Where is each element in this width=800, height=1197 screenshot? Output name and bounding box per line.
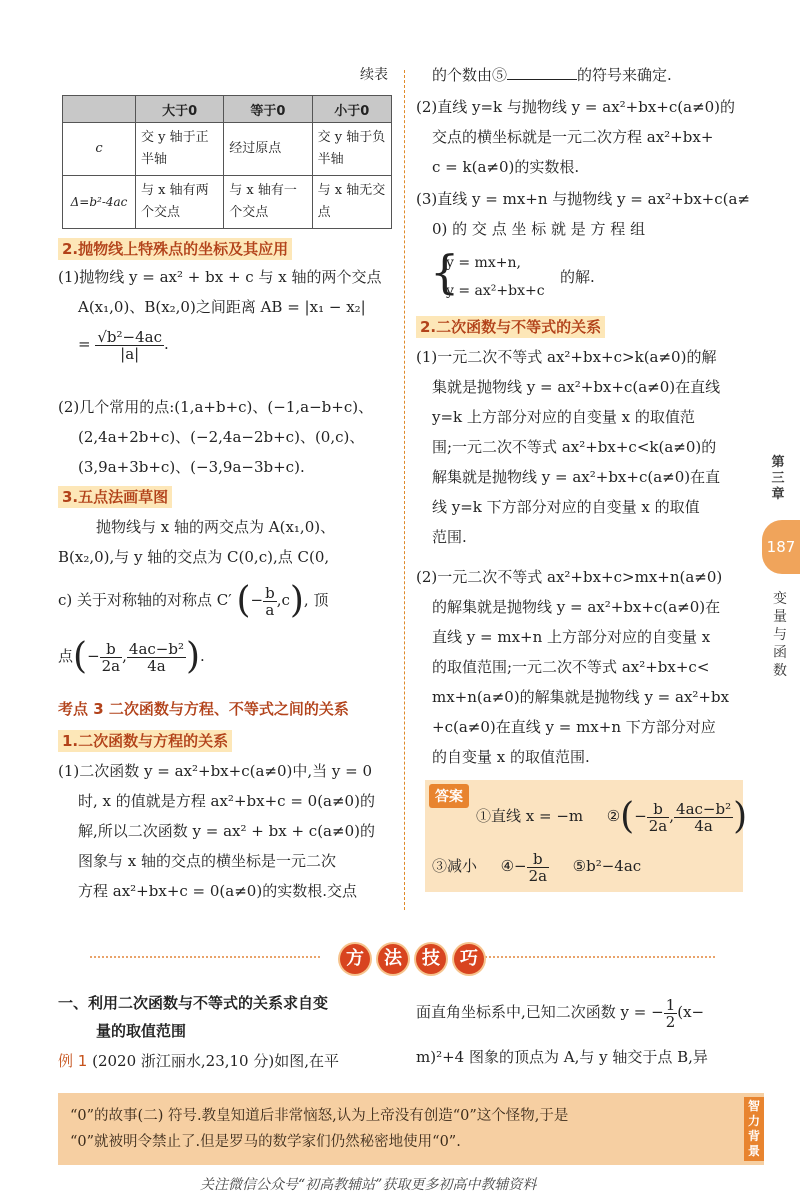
text-fragment: ,c bbox=[276, 591, 290, 609]
text-line: (1)抛物线 y = ax² + bx + c 与 x 轴的两个交点 bbox=[58, 268, 382, 286]
paren: ( bbox=[73, 636, 88, 677]
coefficient-table bbox=[62, 95, 392, 229]
text-line: (2)几个常用的点:(1,a+b+c)、(−1,a−b+c)、 bbox=[58, 398, 374, 416]
fraction-numerator: 1 bbox=[665, 995, 676, 1014]
fraction-numerator: 4ac−b² bbox=[676, 799, 732, 818]
text-fragment: 的个数由⑤ bbox=[432, 66, 508, 84]
text-line bbox=[432, 60, 672, 90]
text-line: 的取值范围;一元二次不等式 ax²+bx+c< bbox=[432, 658, 710, 676]
text-fragment: (x− bbox=[677, 1003, 705, 1021]
text-line: 交点的横坐标就是一元二次方程 ax²+bx+ bbox=[432, 128, 714, 146]
text-line: (2)直线 y=k 与抛物线 y = ax²+bx+c(a≠0)的 bbox=[416, 98, 736, 116]
section-heading: 2.二次函数与不等式的关系 bbox=[416, 316, 605, 338]
table-row bbox=[63, 176, 392, 229]
fraction bbox=[674, 801, 733, 834]
paren: ( bbox=[236, 580, 251, 621]
text-line: 围;一元二次不等式 ax²+bx+c<k(a≠0)的 bbox=[432, 438, 717, 456]
system-brace: { bbox=[430, 245, 460, 299]
answer-tag: 答案 bbox=[429, 784, 469, 808]
fraction-denominator: 2a bbox=[101, 656, 121, 675]
fraction bbox=[527, 851, 550, 884]
text-line: 直线 y = mx+n 上方部分对应的自变量 x bbox=[432, 628, 711, 646]
answer-blank bbox=[507, 63, 577, 80]
text-line: 的解. bbox=[560, 268, 595, 286]
table-cell: c bbox=[63, 123, 136, 176]
fraction-numerator: √b²−4ac bbox=[97, 327, 162, 346]
table-header-cell bbox=[63, 96, 136, 123]
paren: ) bbox=[289, 580, 304, 621]
text-line: A(x₁,0)、B(x₂,0)之间距离 AB = |x₁ − x₂| bbox=[78, 298, 366, 316]
footer-text bbox=[70, 1103, 740, 1155]
fraction bbox=[127, 641, 186, 674]
table-cell: 交 y 轴于负半轴 bbox=[312, 123, 391, 176]
table-cell: Δ=b²-4ac bbox=[63, 176, 136, 229]
period: . bbox=[200, 647, 205, 665]
answer-item: ③减小 bbox=[432, 857, 478, 875]
period: . bbox=[164, 335, 169, 353]
section-heading: 2.抛物线上特殊点的坐标及其应用 bbox=[58, 238, 292, 260]
text-line: (3)直线 y = mx+n 与抛物线 y = ax²+bx+c(a≠ bbox=[416, 190, 750, 208]
fraction-denominator: 2 bbox=[665, 1012, 676, 1031]
text-line: 时, x 的值就是方程 ax²+bx+c = 0(a≠0)的 bbox=[78, 792, 375, 810]
answer-item-label: ④− bbox=[500, 857, 527, 875]
fraction-numerator: b bbox=[265, 583, 275, 602]
text-line: c = k(a≠0)的实数根. bbox=[432, 158, 580, 176]
text-line: 方程 ax²+bx+c = 0(a≠0)的实数根.交点 bbox=[78, 882, 357, 900]
fraction-denominator: 2a bbox=[648, 816, 668, 835]
text-line bbox=[416, 992, 704, 1032]
section-heading: 3.五点法画草图 bbox=[58, 486, 172, 508]
text-line: 范围. bbox=[432, 528, 467, 546]
topic-label: 变量与函数 bbox=[773, 591, 787, 679]
table-cell: 与 x 轴无交点 bbox=[312, 176, 391, 229]
fraction-numerator: b bbox=[647, 801, 670, 818]
text-line: y=k 上方部分对应的自变量 x 的取值范 bbox=[432, 408, 695, 426]
paren: ) bbox=[186, 636, 201, 677]
banner-char: 技 bbox=[416, 944, 446, 974]
fraction-denominator: 4a bbox=[694, 816, 713, 835]
text-fragment: 点 bbox=[58, 647, 74, 665]
fraction bbox=[100, 641, 123, 674]
banner-dotted-line bbox=[90, 956, 320, 958]
footer-tag: 智力背景 bbox=[744, 1097, 764, 1161]
fraction-numerator: 4ac−b² bbox=[128, 639, 184, 658]
system-equation: y = ax²+bx+c bbox=[446, 283, 545, 299]
table-header-cell: 等于0 bbox=[224, 96, 312, 123]
vertex-line: 点(− $\frac{b}{2a}$ , $\frac{\text{4ac−b²}}{4a}$ ). bbox=[58, 636, 205, 677]
text-line: 解集就是抛物线 y = ax²+bx+c(a≠0)在直 bbox=[432, 468, 721, 486]
text-line: m)²+4 图象的顶点为 A,与 y 轴交于点 B,异 bbox=[416, 1048, 708, 1066]
example-text: (2020 浙江丽水,23,10 分)如图,在平 bbox=[92, 1052, 339, 1070]
column-divider bbox=[404, 70, 405, 910]
text-line: (1)二次函数 y = ax²+bx+c(a≠0)中,当 y = 0 bbox=[58, 762, 373, 780]
table-cell: 与 x 轴有一个交点 bbox=[224, 176, 312, 229]
equals-sign: = bbox=[78, 335, 91, 353]
banner-char: 巧 bbox=[454, 944, 484, 974]
text-line: 解,所以二次函数 y = ax² + bx + c(a≠0)的 bbox=[78, 822, 375, 840]
text-line: 抛物线与 x 轴的两交点为 A(x₁,0)、 bbox=[96, 518, 336, 536]
table-header-cell: 大于0 bbox=[136, 96, 224, 123]
answer-item: ①直线 x = −m bbox=[476, 807, 584, 825]
chapter-label: 第三章 bbox=[771, 455, 785, 502]
footer-line: “0”就被明令禁止了.但是罗马的数学家们仍然秘密地使用“0”. bbox=[70, 1134, 461, 1150]
banner-char: 方 bbox=[340, 944, 370, 974]
table-cell: 与 x 轴有两个交点 bbox=[136, 176, 224, 229]
table-cell: 经过原点 bbox=[224, 123, 312, 176]
method-heading: 量的取值范围 bbox=[96, 1022, 187, 1040]
example-line bbox=[58, 1046, 339, 1076]
text-line: 0) 的 交 点 坐 标 就 是 方 程 组 bbox=[432, 220, 646, 238]
method-banner bbox=[340, 944, 484, 974]
fraction-numerator: b bbox=[527, 851, 550, 868]
system-equation: y = mx+n, bbox=[446, 255, 521, 271]
fraction-denominator: |a| bbox=[120, 344, 140, 363]
text-line: (1)一元二次不等式 ax²+bx+c>k(a≠0)的解 bbox=[416, 348, 717, 366]
answer-line-2 bbox=[432, 846, 641, 886]
text-line: 集就是抛物线 y = ax²+bx+c(a≠0)在直线 bbox=[432, 378, 721, 396]
text-fragment: c) 关于对称轴的对称点 C′ bbox=[58, 591, 232, 609]
table-row bbox=[63, 123, 392, 176]
text-line: mx+n(a≠0)的解集就是抛物线 y = ax²+bx bbox=[432, 688, 730, 706]
fraction-denominator: 4a bbox=[147, 656, 166, 675]
paren: ) bbox=[733, 796, 748, 837]
topic-heading: 考点 3 二次函数与方程、不等式之间的关系 bbox=[58, 700, 349, 718]
table-header-cell: 小于0 bbox=[312, 96, 391, 123]
text-line: +c(a≠0)在直线 y = mx+n 下方部分对应 bbox=[432, 718, 716, 736]
footer-line: “0”的故事(二) 符号.教皇知道后非常恼怒,认为上帝没有创造“0”这个怪物,于是 bbox=[70, 1108, 569, 1124]
banner-char: 法 bbox=[378, 944, 408, 974]
method-heading: 一、利用二次函数与不等式的关系求自变 bbox=[58, 994, 329, 1012]
table-header-row bbox=[63, 96, 392, 123]
text-line: 线 y=k 下方部分对应的自变量 x 的取值 bbox=[432, 498, 700, 516]
answer-line-1: ①直线 x = −m ②(− $\frac{b}{2a}$ , $\frac{\text{4ac−b²}}{4a}$ ) bbox=[476, 796, 748, 837]
text-line: (3,9a+3b+c)、(−3,9a−3b+c). bbox=[78, 458, 305, 476]
symmetric-point-line: c) 关于对称轴的对称点 C′ (− $\frac{b}{a}$ ,c), 顶 bbox=[58, 580, 329, 621]
fraction-numerator: b bbox=[100, 641, 123, 658]
page-number-tab: 187 bbox=[762, 520, 800, 574]
fraction bbox=[664, 997, 678, 1030]
text-line: (2)一元二次不等式 ax²+bx+c>mx+n(a≠0) bbox=[416, 568, 723, 586]
fraction-denominator: a bbox=[265, 600, 275, 619]
table-cell: 交 y 轴于正半轴 bbox=[136, 123, 224, 176]
text-line: (2,4a+2b+c)、(−2,4a−2b+c)、(0,c)、 bbox=[78, 428, 365, 446]
fraction bbox=[95, 329, 164, 362]
footer-note: 关注微信公众号“初高教辅站”获取更多初高中教辅资料 bbox=[200, 1177, 537, 1193]
answer-item-label: ② bbox=[606, 807, 621, 825]
text-line: 的自变量 x 的取值范围. bbox=[432, 748, 590, 766]
text-line: 图象与 x 轴的交点的横坐标是一元二次 bbox=[78, 852, 336, 870]
text-fragment: 面直角坐标系中,已知二次函数 y = − bbox=[416, 1003, 664, 1021]
distance-formula bbox=[78, 324, 169, 364]
answer-item: ⑤b²−4ac bbox=[572, 857, 642, 875]
continued-label: 续表 bbox=[360, 67, 388, 83]
fraction bbox=[263, 585, 277, 618]
fraction bbox=[647, 801, 670, 834]
fraction-denominator: 2a bbox=[528, 866, 548, 885]
banner-dotted-line bbox=[485, 956, 715, 958]
section-heading: 1.二次函数与方程的关系 bbox=[58, 730, 232, 752]
example-label: 例 1 bbox=[58, 1052, 88, 1070]
text-fragment: , 顶 bbox=[303, 591, 329, 609]
paren: ( bbox=[620, 796, 635, 837]
text-line: B(x₂,0),与 y 轴的交点为 C(0,c),点 C(0, bbox=[58, 548, 330, 566]
text-line: 的解集就是抛物线 y = ax²+bx+c(a≠0)在 bbox=[432, 598, 721, 616]
text-fragment: 的符号来确定. bbox=[577, 66, 672, 84]
